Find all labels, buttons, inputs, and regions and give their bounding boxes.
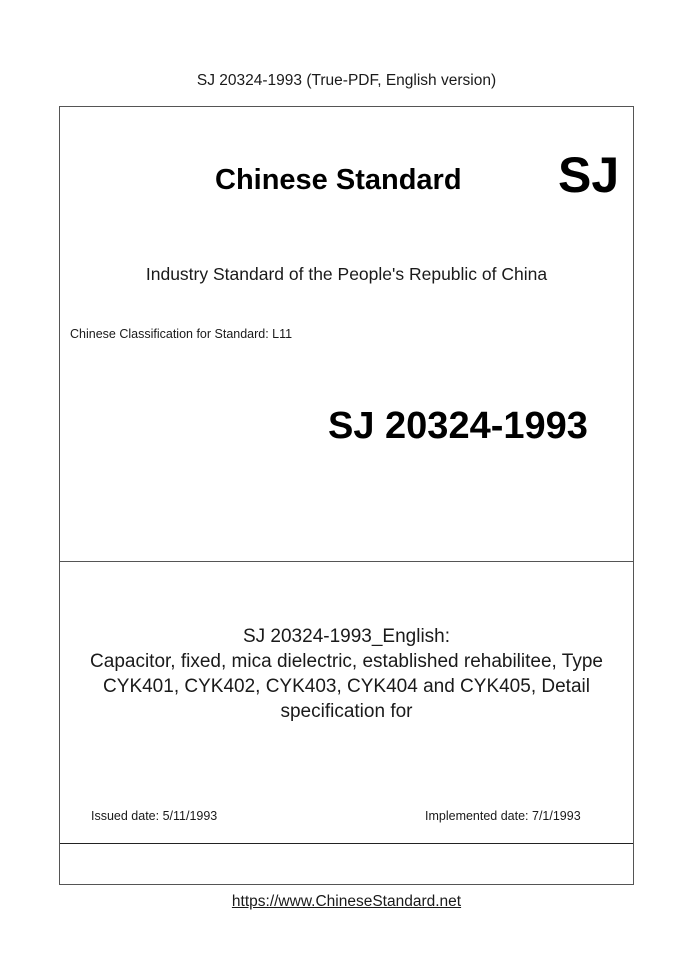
title-line: CYK401, CYK402, CYK403, CYK404 and CYK405, Detail xyxy=(103,676,590,697)
standard-mark: SJ xyxy=(558,147,620,203)
title-line: SJ 20324-1993_English: xyxy=(242,626,451,647)
footer-divider xyxy=(60,843,633,844)
implemented-date: Implemented date: 7/1/1993 xyxy=(425,809,581,823)
document-header: SJ 20324-1993 (True-PDF, English version) xyxy=(196,72,497,89)
document-title xyxy=(59,624,634,724)
title-line: specification for xyxy=(280,701,413,722)
standard-code: SJ 20324-1993 xyxy=(328,405,588,447)
cover-frame xyxy=(59,106,634,885)
section-divider xyxy=(60,561,633,562)
issued-date: Issued date: 5/11/1993 xyxy=(91,809,218,823)
website-link[interactable]: https://www.ChineseStandard.net xyxy=(231,893,462,910)
classification-label: Chinese Classification for Standard: L11 xyxy=(70,327,293,341)
industry-line: Industry Standard of the People's Republic of China xyxy=(145,264,548,284)
title-line: Capacitor, fixed, mica dielectric, established rehabilitee, Type xyxy=(90,651,603,672)
cover-heading: Chinese Standard xyxy=(215,164,462,196)
